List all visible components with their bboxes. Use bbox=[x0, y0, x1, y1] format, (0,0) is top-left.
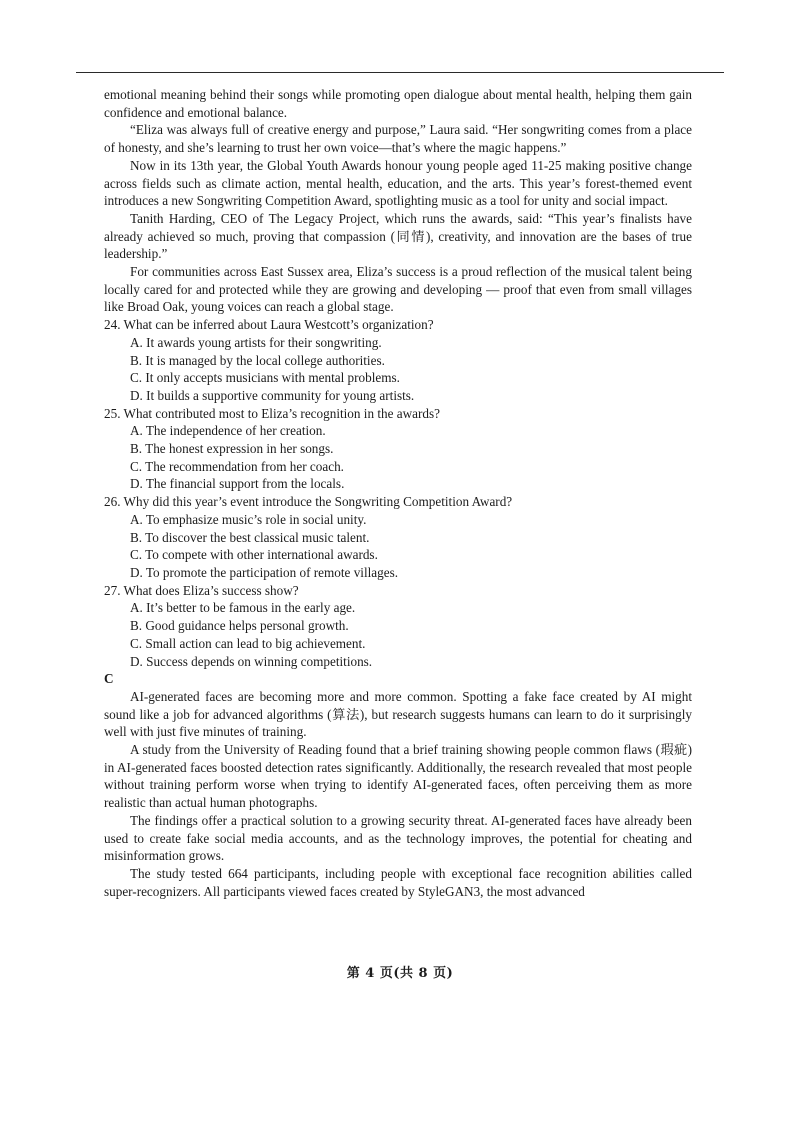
question-stem: 26. Why did this year’s event introduce the Songwriting Competition Award? bbox=[104, 494, 513, 510]
page-number: 第 4 页(共 8 页) bbox=[346, 966, 454, 981]
question-stem: 25. What contributed most to Eliza’s recognition in the awards? bbox=[104, 405, 440, 421]
answer-option: C. Small action can lead to big achievement. bbox=[130, 635, 366, 651]
answer-option: C. It only accepts musicians with mental problems. bbox=[130, 370, 400, 386]
section-heading: C bbox=[104, 671, 114, 687]
answer-option: B. Good guidance helps personal growth. bbox=[130, 618, 349, 634]
answer-option: B. To discover the best classical music talent. bbox=[130, 529, 370, 545]
passage-paragraph: emotional meaning behind their songs while promoting open dialogue about mental health, helping them gain confidence and emotional balance. bbox=[104, 87, 692, 120]
question-25 bbox=[104, 405, 692, 494]
answer-option: A. It’s better to be famous in the early age. bbox=[130, 600, 356, 616]
question-24 bbox=[104, 316, 692, 405]
answer-option: A. It awards young artists for their songwriting. bbox=[130, 334, 382, 350]
answer-option: D. It builds a supportive community for young artists. bbox=[130, 387, 415, 403]
header-rule bbox=[76, 72, 724, 73]
document-body bbox=[104, 86, 692, 900]
answer-option: D. The financial support from the locals. bbox=[130, 476, 345, 492]
answer-option: B. It is managed by the local college authorities. bbox=[130, 352, 385, 368]
answer-option: A. The independence of her creation. bbox=[130, 423, 326, 439]
question-stem: 27. What does Eliza’s success show? bbox=[104, 582, 299, 598]
passage-paragraph: “Eliza was always full of creative energy and purpose,” Laura said. “Her songwriting comes from a place of honesty, and she’s learning to trust her own voice—that’s where the magic happens.” bbox=[104, 122, 692, 156]
passage-paragraph: AI-generated faces are becoming more and more common. Spotting a fake face created by AI might sound like a job for advanced algorithms (算法), but research suggests humans can learn to do it surprisingly well with just five minutes of training. bbox=[104, 688, 692, 740]
passage-paragraph: Now in its 13th year, the Global Youth Awards honour young people aged 11-25 making positive change across fields such as climate action, mental health, education, and the arts. This year’s forest-themed event introduces a new Songwriting Competition Award, spotlighting music as a tool for unity and social impact. bbox=[104, 157, 692, 209]
passage-paragraph: The findings offer a practical solution to a growing security threat. AI-generated faces have already been used to create fake social media accounts, and as the technology improves, the potential for cheating and misinformation grows. bbox=[104, 812, 692, 864]
answer-option: D. Success depends on winning competitions. bbox=[130, 653, 373, 669]
passage-paragraph: For communities across East Sussex area, Eliza’s success is a proud reflection of the musical talent being locally cared for and protected while they are growing and developing — proof that even from small villages like Broad Oak, young voices can reach a global stage. bbox=[104, 264, 692, 315]
question-26 bbox=[104, 493, 692, 582]
answer-option: D. To promote the participation of remote villages. bbox=[130, 564, 399, 580]
passage-paragraph: The study tested 664 participants, including people with exceptional face recognition abilities called super-recognizers. All participants viewed faces created by StyleGAN3, the most advanced bbox=[104, 865, 692, 899]
passage-paragraph: Tanith Harding, CEO of The Legacy Project, which runs the awards, said: “This year’s finalists have already achieved so much, proving that compassion (同情), creativity, and innovation are the bases of true leadership.” bbox=[104, 210, 692, 262]
answer-option: B. The honest expression in her songs. bbox=[130, 441, 334, 457]
answer-option: C. To compete with other international awards. bbox=[130, 547, 378, 563]
answer-option: C. The recommendation from her coach. bbox=[130, 458, 344, 474]
question-stem: 24. What can be inferred about Laura Westcott’s organization? bbox=[104, 317, 434, 333]
passage-paragraph: A study from the University of Reading found that a brief training showing people common flaws (瑕疵) in AI-generated faces boosted detection rates significantly. Additionally, the research revealed that most people without training perform worse when trying to identify AI-generated faces, often perceiving them as more realistic than actual human photographs. bbox=[104, 742, 692, 811]
question-27 bbox=[104, 582, 692, 671]
answer-option: A. To emphasize music’s role in social unity. bbox=[130, 511, 367, 527]
